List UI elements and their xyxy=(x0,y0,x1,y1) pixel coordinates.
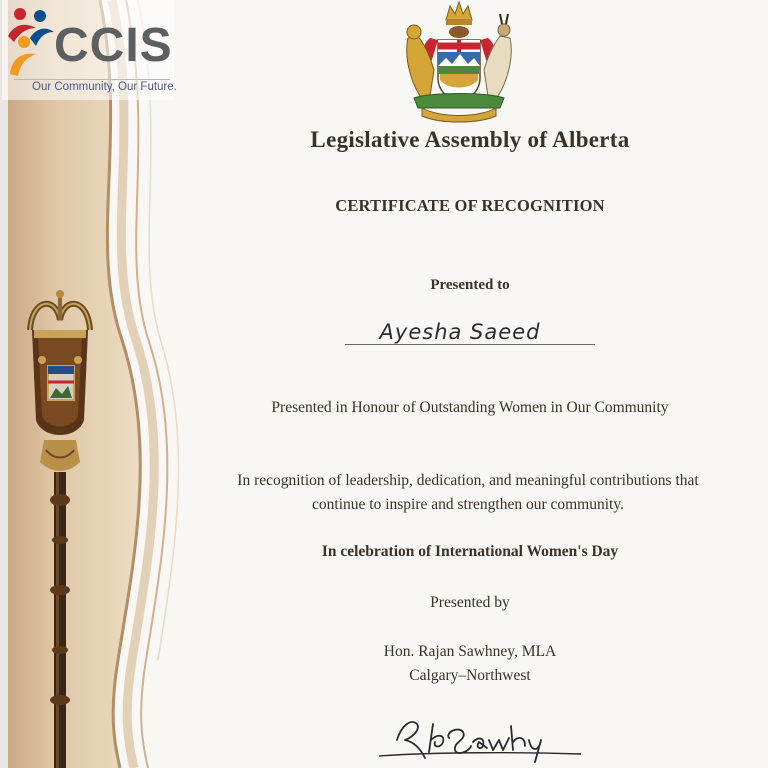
coat-of-arms-icon xyxy=(400,0,518,124)
recognition-line-1: In recognition of leadership, dedication, and meaningful contributions that xyxy=(237,472,699,489)
presented-to-label: Presented to xyxy=(430,277,510,293)
people-figure-icon xyxy=(6,2,56,80)
logo-wordmark: CCIS xyxy=(54,19,173,72)
presented-by-label: Presented by xyxy=(430,594,510,611)
recipient-name: Ayesha Saeed xyxy=(379,320,541,344)
honour-line: Presented in Honour of Outstanding Women in Our Community xyxy=(271,399,669,416)
presenter-name: Hon. Rajan Sawhney, MLA xyxy=(383,643,557,660)
mace-image xyxy=(20,290,100,768)
celebration-line: In celebration of International Women's Day xyxy=(321,543,619,560)
signature xyxy=(375,712,585,768)
certificate-heading: Legislative Assembly of Alberta xyxy=(310,127,630,152)
recognition-line-2: continue to inspire and strengthen our community. xyxy=(312,496,624,513)
certificate-title: CERTIFICATE OF RECOGNITION xyxy=(335,196,605,215)
logo-divider xyxy=(14,79,170,80)
ccis-logo xyxy=(2,0,177,100)
presenter-riding: Calgary–Northwest xyxy=(409,667,531,684)
recipient-underline xyxy=(345,344,595,345)
logo-tagline: Our Community, Our Future. xyxy=(32,81,177,93)
